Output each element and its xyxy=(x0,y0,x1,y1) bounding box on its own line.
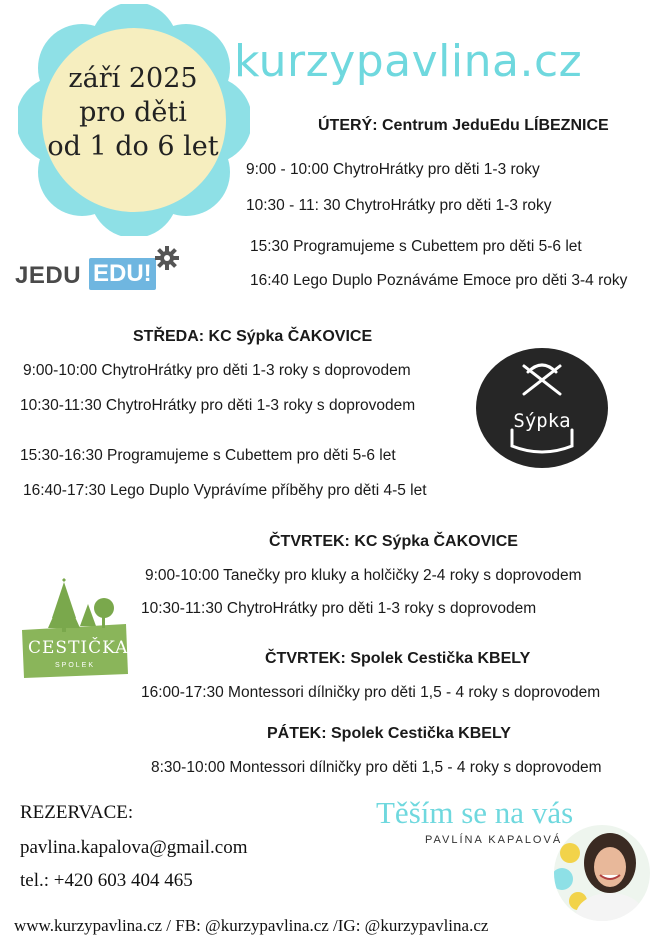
cesticka-logo-sub: SPOLEK xyxy=(54,662,95,669)
wednesday-heading: STŘEDA: KC Sýpka ČAKOVICE xyxy=(133,328,373,345)
tuesday-item-1: 9:00 - 10:00 ChytroHrátky pro děti 1-3 roky xyxy=(246,161,540,178)
tuesday-item-3: 15:30 Programujeme s Cubettem pro děti 5-6 let xyxy=(250,238,582,255)
thursday-cesticka-item-1: 16:00-17:30 Montessori dílničky pro děti 1,5 - 4 roky s doprovodem xyxy=(141,684,601,701)
jeduedu-logo xyxy=(15,244,185,300)
tuesday-heading: ÚTERÝ: Centrum JeduEdu LÍBEZNICE xyxy=(318,117,609,134)
gear-icon xyxy=(155,246,179,270)
greeting: Těším se na vás xyxy=(376,795,574,830)
cesticka-logo-text: CESTIČKA xyxy=(28,638,129,658)
reservation-phone[interactable]: tel.: +420 603 404 465 xyxy=(20,870,193,891)
author-photo xyxy=(552,823,652,923)
sypka-logo xyxy=(476,348,608,468)
wednesday-item-1: 9:00-10:00 ChytroHrátky pro děti 1-3 roky s doprovodem xyxy=(23,362,411,379)
friday-item-1: 8:30-10:00 Montessori dílničky pro děti 1,5 - 4 roky s doprovodem xyxy=(151,759,602,776)
jeduedu-logo-part1: JEDU xyxy=(15,262,82,289)
thursday-sypka-heading: ČTVRTEK: KC Sýpka ČAKOVICE xyxy=(269,533,518,550)
thursday-sypka-item-2: 10:30-11:30 ChytroHrátky pro děti 1-3 roky s doprovodem xyxy=(141,600,537,617)
sypka-logo-mark xyxy=(476,348,608,468)
reservation-label: REZERVACE: xyxy=(20,802,134,823)
date-badge-text xyxy=(30,62,236,164)
tuesday-item-4: 16:40 Lego Duplo Poznáváme Emoce pro děti 3-4 roky xyxy=(250,272,628,289)
badge-age: od 1 do 6 let xyxy=(47,131,219,162)
thursday-cesticka-heading: ČTVRTEK: Spolek Cestička KBELY xyxy=(265,650,531,667)
wednesday-item-4: 16:40-17:30 Lego Duplo Vyprávíme příběhy pro děti 4-5 let xyxy=(23,482,427,499)
tuesday-item-2: 10:30 - 11: 30 ChytroHrátky pro děti 1-3 roky xyxy=(246,197,552,214)
friday-heading: PÁTEK: Spolek Cestička KBELY xyxy=(267,725,511,742)
badge-audience: pro děti xyxy=(79,97,187,128)
sypka-logo-text: Sýpka xyxy=(513,410,571,432)
site-title: kurzypavlina.cz xyxy=(234,36,583,87)
wednesday-item-2: 10:30-11:30 ChytroHrátky pro děti 1-3 roky s doprovodem xyxy=(20,397,416,414)
cesticka-logo xyxy=(18,578,130,680)
thursday-sypka-item-1: 9:00-10:00 Tanečky pro kluky a holčičky 2-4 roky s doprovodem xyxy=(145,567,582,584)
wednesday-item-3: 15:30-16:30 Programujeme s Cubettem pro děti 5-6 let xyxy=(20,447,396,464)
jeduedu-logo-part2: EDU! xyxy=(89,258,156,290)
reservation-email[interactable]: pavlina.kapalova@gmail.com xyxy=(20,837,248,858)
author-name: PAVLÍNA KAPALOVÁ xyxy=(425,834,563,846)
badge-month: září 2025 xyxy=(68,63,198,94)
footer-links: www.kurzypavlina.cz / FB: @kurzypavlina.cz /IG: @kurzypavlina.cz xyxy=(14,916,489,935)
